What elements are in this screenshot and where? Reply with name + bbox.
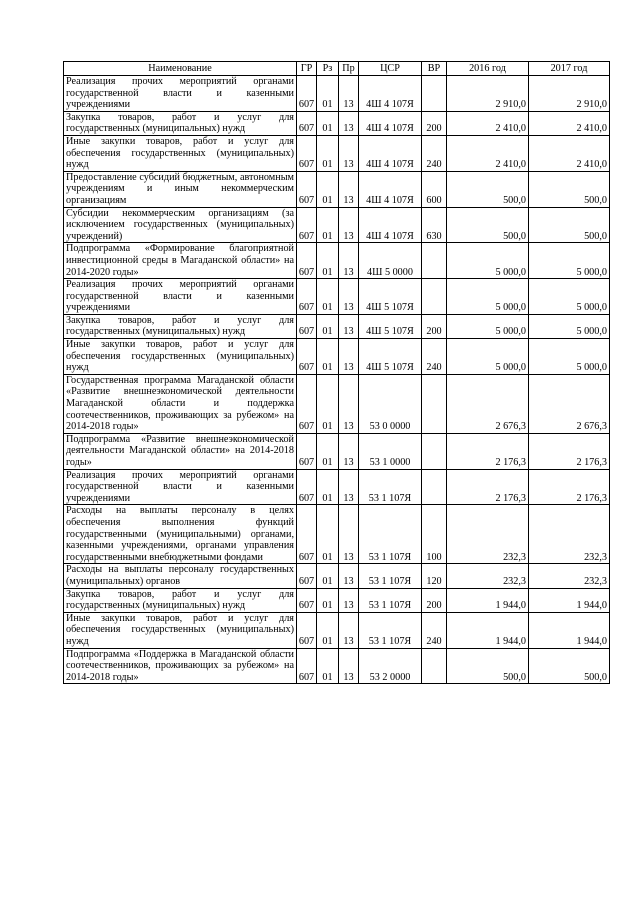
cell-2017: 1 944,0 [529,612,610,648]
cell-name: Закупка товаров, работ и услуг для государственных (муниципальных) нужд [64,314,297,338]
budget-table [63,61,610,684]
cell-pr: 13 [339,171,359,207]
cell-vr [422,374,447,433]
cell-vr: 200 [422,111,447,135]
table-row [64,469,610,505]
cell-pr: 13 [339,314,359,338]
cell-2017: 2 176,3 [529,433,610,469]
cell-2017: 2 910,0 [529,76,610,112]
header-name: Наименование [64,62,297,76]
cell-rz: 01 [317,374,339,433]
cell-gr: 607 [297,433,317,469]
table-header-row [64,62,610,76]
cell-2016: 5 000,0 [447,314,529,338]
cell-csr: 53 2 0000 [359,648,422,684]
cell-2016: 1 944,0 [447,588,529,612]
cell-2016: 2 676,3 [447,374,529,433]
cell-gr: 607 [297,111,317,135]
cell-vr [422,433,447,469]
cell-name: Закупка товаров, работ и услуг для государственных (муниципальных) нужд [64,588,297,612]
cell-2016: 2 410,0 [447,135,529,171]
cell-gr: 607 [297,76,317,112]
cell-name: Реализация прочих мероприятий органами государственной власти и казенными учреждениями [64,76,297,112]
cell-name: Расходы на выплаты персоналу государственных (муниципальных) органов [64,564,297,588]
cell-vr [422,76,447,112]
cell-pr: 13 [339,588,359,612]
cell-csr: 53 1 0000 [359,433,422,469]
table-row [64,314,610,338]
cell-csr: 53 1 107Я [359,564,422,588]
cell-2016: 2 410,0 [447,111,529,135]
cell-name: Реализация прочих мероприятий органами государственной власти и казенными учреждениями [64,469,297,505]
cell-rz: 01 [317,433,339,469]
cell-vr [422,279,447,315]
cell-rz: 01 [317,279,339,315]
table-row [64,243,610,279]
cell-vr: 240 [422,612,447,648]
table-row [64,588,610,612]
cell-name: Реализация прочих мероприятий органами государственной власти и казенными учреждениями [64,279,297,315]
cell-2016: 500,0 [447,648,529,684]
table-row [64,135,610,171]
header-2017: 2017 год [529,62,610,76]
cell-2016: 500,0 [447,171,529,207]
cell-vr [422,243,447,279]
cell-2017: 232,3 [529,505,610,564]
cell-pr: 13 [339,279,359,315]
cell-pr: 13 [339,111,359,135]
cell-2016: 2 910,0 [447,76,529,112]
cell-2017: 5 000,0 [529,314,610,338]
cell-name: Иные закупки товаров, работ и услуг для обеспечения государственных (муниципальных) нужд [64,339,297,375]
cell-2017: 5 000,0 [529,243,610,279]
table-row [64,433,610,469]
header-csr: ЦСР [359,62,422,76]
cell-vr: 200 [422,314,447,338]
cell-vr [422,648,447,684]
cell-2016: 5 000,0 [447,279,529,315]
table-row [64,76,610,112]
cell-rz: 01 [317,564,339,588]
cell-2016: 2 176,3 [447,433,529,469]
cell-csr: 4Ш 4 107Я [359,171,422,207]
cell-name: Подпрограмма «Формирование благоприятной инвестиционной среды в Магаданской области» на 2014-2020 годы» [64,243,297,279]
cell-pr: 13 [339,76,359,112]
table-row [64,374,610,433]
cell-rz: 01 [317,588,339,612]
cell-vr: 600 [422,171,447,207]
table-row [64,207,610,243]
cell-vr: 630 [422,207,447,243]
cell-2017: 2 410,0 [529,135,610,171]
table-row [64,279,610,315]
cell-gr: 607 [297,648,317,684]
header-2016: 2016 год [447,62,529,76]
cell-pr: 13 [339,374,359,433]
cell-gr: 607 [297,279,317,315]
cell-gr: 607 [297,505,317,564]
cell-name: Закупка товаров, работ и услуг для государственных (муниципальных) нужд [64,111,297,135]
header-pr: Пр [339,62,359,76]
cell-name: Иные закупки товаров, работ и услуг для обеспечения государственных (муниципальных) нужд [64,135,297,171]
table-row [64,111,610,135]
cell-csr: 4Ш 5 107Я [359,279,422,315]
cell-pr: 13 [339,135,359,171]
cell-2017: 500,0 [529,171,610,207]
table-row [64,612,610,648]
cell-2017: 2 176,3 [529,469,610,505]
cell-pr: 13 [339,648,359,684]
cell-rz: 01 [317,469,339,505]
cell-csr: 4Ш 5 0000 [359,243,422,279]
cell-gr: 607 [297,564,317,588]
cell-pr: 13 [339,505,359,564]
cell-pr: 13 [339,207,359,243]
cell-vr: 240 [422,339,447,375]
cell-2017: 500,0 [529,648,610,684]
cell-pr: 13 [339,339,359,375]
cell-2017: 232,3 [529,564,610,588]
cell-name: Государственная программа Магаданской области «Развитие внешнеэкономической деятельности Магаданской области и поддержка соотечественников, проживающих за рубежом» на 2014-2018 годы» [64,374,297,433]
cell-2017: 5 000,0 [529,279,610,315]
cell-gr: 607 [297,339,317,375]
cell-2017: 5 000,0 [529,339,610,375]
cell-pr: 13 [339,564,359,588]
cell-rz: 01 [317,135,339,171]
cell-rz: 01 [317,505,339,564]
cell-csr: 4Ш 5 107Я [359,339,422,375]
cell-2017: 500,0 [529,207,610,243]
cell-gr: 607 [297,612,317,648]
cell-rz: 01 [317,207,339,243]
table-row [64,171,610,207]
cell-gr: 607 [297,374,317,433]
cell-pr: 13 [339,433,359,469]
cell-2016: 232,3 [447,505,529,564]
cell-gr: 607 [297,243,317,279]
cell-vr: 200 [422,588,447,612]
cell-csr: 4Ш 4 107Я [359,111,422,135]
cell-gr: 607 [297,171,317,207]
cell-rz: 01 [317,648,339,684]
cell-2016: 5 000,0 [447,243,529,279]
cell-csr: 53 1 107Я [359,588,422,612]
cell-vr: 240 [422,135,447,171]
header-vr: ВР [422,62,447,76]
cell-name: Предоставление субсидий бюджетным, автономным учреждениям и иным некоммерческим организациям [64,171,297,207]
cell-name: Подпрограмма «Развитие внешнеэкономической деятельности Магаданской области» на 2014-2018 годы» [64,433,297,469]
cell-rz: 01 [317,111,339,135]
cell-2016: 2 176,3 [447,469,529,505]
cell-rz: 01 [317,339,339,375]
cell-csr: 53 1 107Я [359,612,422,648]
cell-csr: 53 1 107Я [359,469,422,505]
cell-rz: 01 [317,171,339,207]
cell-name: Подпрограмма «Поддержка в Магаданской области соотечественников, проживающих за рубежом» на 2014-2018 годы» [64,648,297,684]
header-rz: Рз [317,62,339,76]
cell-pr: 13 [339,612,359,648]
cell-2016: 5 000,0 [447,339,529,375]
cell-gr: 607 [297,135,317,171]
cell-rz: 01 [317,314,339,338]
table-row [64,648,610,684]
cell-2017: 2 410,0 [529,111,610,135]
cell-csr: 53 1 107Я [359,505,422,564]
cell-rz: 01 [317,612,339,648]
cell-2017: 2 676,3 [529,374,610,433]
header-gr: ГР [297,62,317,76]
cell-vr: 120 [422,564,447,588]
cell-pr: 13 [339,243,359,279]
cell-gr: 607 [297,314,317,338]
cell-name: Субсидии некоммерческим организациям (за исключением государственных (муниципальных) учреждений) [64,207,297,243]
cell-csr: 53 0 0000 [359,374,422,433]
cell-csr: 4Ш 4 107Я [359,76,422,112]
cell-name: Иные закупки товаров, работ и услуг для обеспечения государственных (муниципальных) нужд [64,612,297,648]
cell-pr: 13 [339,469,359,505]
cell-2016: 500,0 [447,207,529,243]
table-row [64,339,610,375]
cell-name: Расходы на выплаты персоналу в целях обеспечения выполнения функций государственными (муниципальными) органами, казенными учреждениями, органами управления государственными внебюджетными фондами [64,505,297,564]
cell-2016: 1 944,0 [447,612,529,648]
cell-rz: 01 [317,76,339,112]
cell-2017: 1 944,0 [529,588,610,612]
cell-csr: 4Ш 4 107Я [359,207,422,243]
cell-gr: 607 [297,207,317,243]
cell-gr: 607 [297,588,317,612]
cell-gr: 607 [297,469,317,505]
cell-vr: 100 [422,505,447,564]
cell-rz: 01 [317,243,339,279]
cell-2016: 232,3 [447,564,529,588]
table-row [64,564,610,588]
cell-vr [422,469,447,505]
table-row [64,505,610,564]
cell-csr: 4Ш 5 107Я [359,314,422,338]
cell-csr: 4Ш 4 107Я [359,135,422,171]
